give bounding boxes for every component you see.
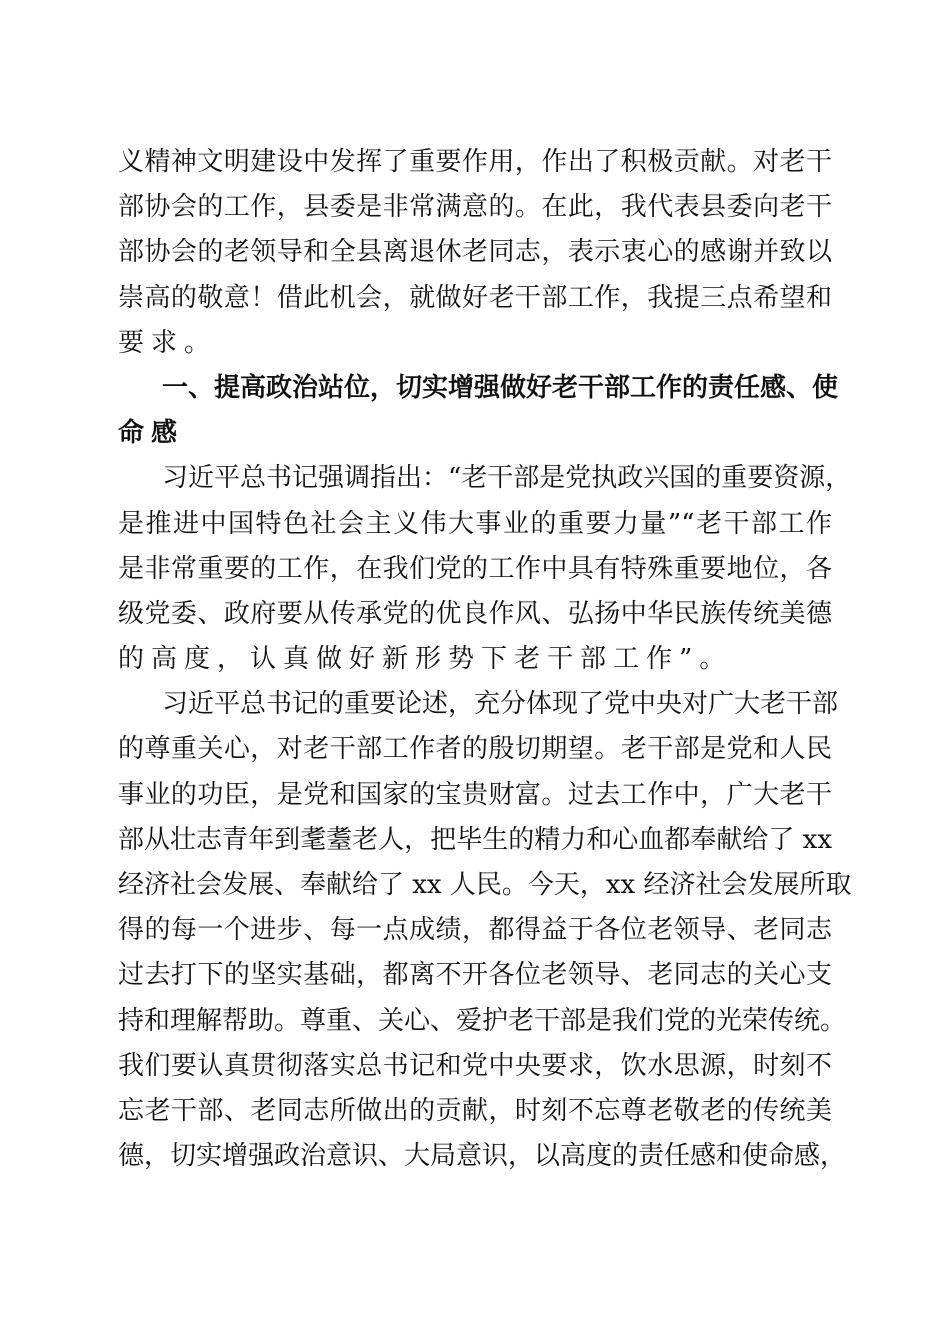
paragraph-line: 的高度，认真做好新形势下老干部工作”。: [118, 644, 733, 675]
paragraph-line: 经济社会发展、奉献给了 xx 人民。今天，xx 经济社会发展所取: [118, 870, 852, 900]
paragraph-line: 是非常重要的工作，在我们党的工作中具有特殊重要地位，各: [118, 553, 832, 584]
paragraph-line: 的尊重关心，对老干部工作者的殷切期望。老干部是党和人民: [118, 734, 832, 765]
paragraph-line: 是推进中国特色社会主义伟大事业的重要力量”“老干部工作: [118, 508, 832, 539]
paragraph-line: 过去打下的坚实基础，都离不开各位老领导、老同志的关心支: [118, 960, 832, 991]
section-heading-line: 命感: [118, 418, 185, 449]
paragraph-line: 习近平总书记的重要论述，充分体现了党中央对广大老干部: [162, 689, 839, 720]
paragraph-line: 部从壮志青年到耄耋老人，把毕生的精力和心血都奉献给了 xx: [118, 824, 832, 855]
document-body: [118, 140, 852, 1179]
paragraph-line: 义精神文明建设中发挥了重要作用，作出了积极贡献。对老干: [118, 147, 832, 177]
paragraph-line: 崇高的敬意！借此机会，就做好老干部工作，我提三点希望和: [118, 282, 832, 313]
paragraph-line: 部协会的工作，县委是非常满意的。在此，我代表县委向老干: [118, 192, 832, 223]
paragraph-line: 要求。: [118, 327, 218, 358]
paragraph-line: 习近平总书记强调指出：“老干部是党执政兴国的重要资源，: [162, 463, 852, 494]
paragraph-line: 事业的功臣，是党和国家的宝贵财富。过去工作中，广大老干: [118, 779, 832, 810]
paragraph-line: 部协会的老领导和全县离退休老同志，表示衷心的感谢并致以: [118, 237, 832, 268]
paragraph-line: 德，切实增强政治意识、大局意识，以高度的责任感和使命感，: [118, 1141, 847, 1172]
section-heading-line: 一、提高政治站位，切实增强做好老干部工作的责任感、使: [162, 372, 839, 403]
paragraph-line: 持和理解帮助。尊重、关心、爱护老干部是我们党的光荣传统。: [118, 1005, 847, 1036]
paragraph-line: 级党委、政府要从传承党的优良作风、弘扬中华民族传统美德: [118, 598, 832, 629]
paragraph-line: 得的每一个进步、每一点成绩，都得益于各位老领导、老同志: [118, 915, 832, 946]
paragraph-line: 我们要认真贯彻落实总书记和党中央要求，饮水思源，时刻不: [118, 1050, 832, 1081]
paragraph-line: 忘老干部、老同志所做出的贡献，时刻不忘尊老敬老的传统美: [118, 1095, 832, 1126]
